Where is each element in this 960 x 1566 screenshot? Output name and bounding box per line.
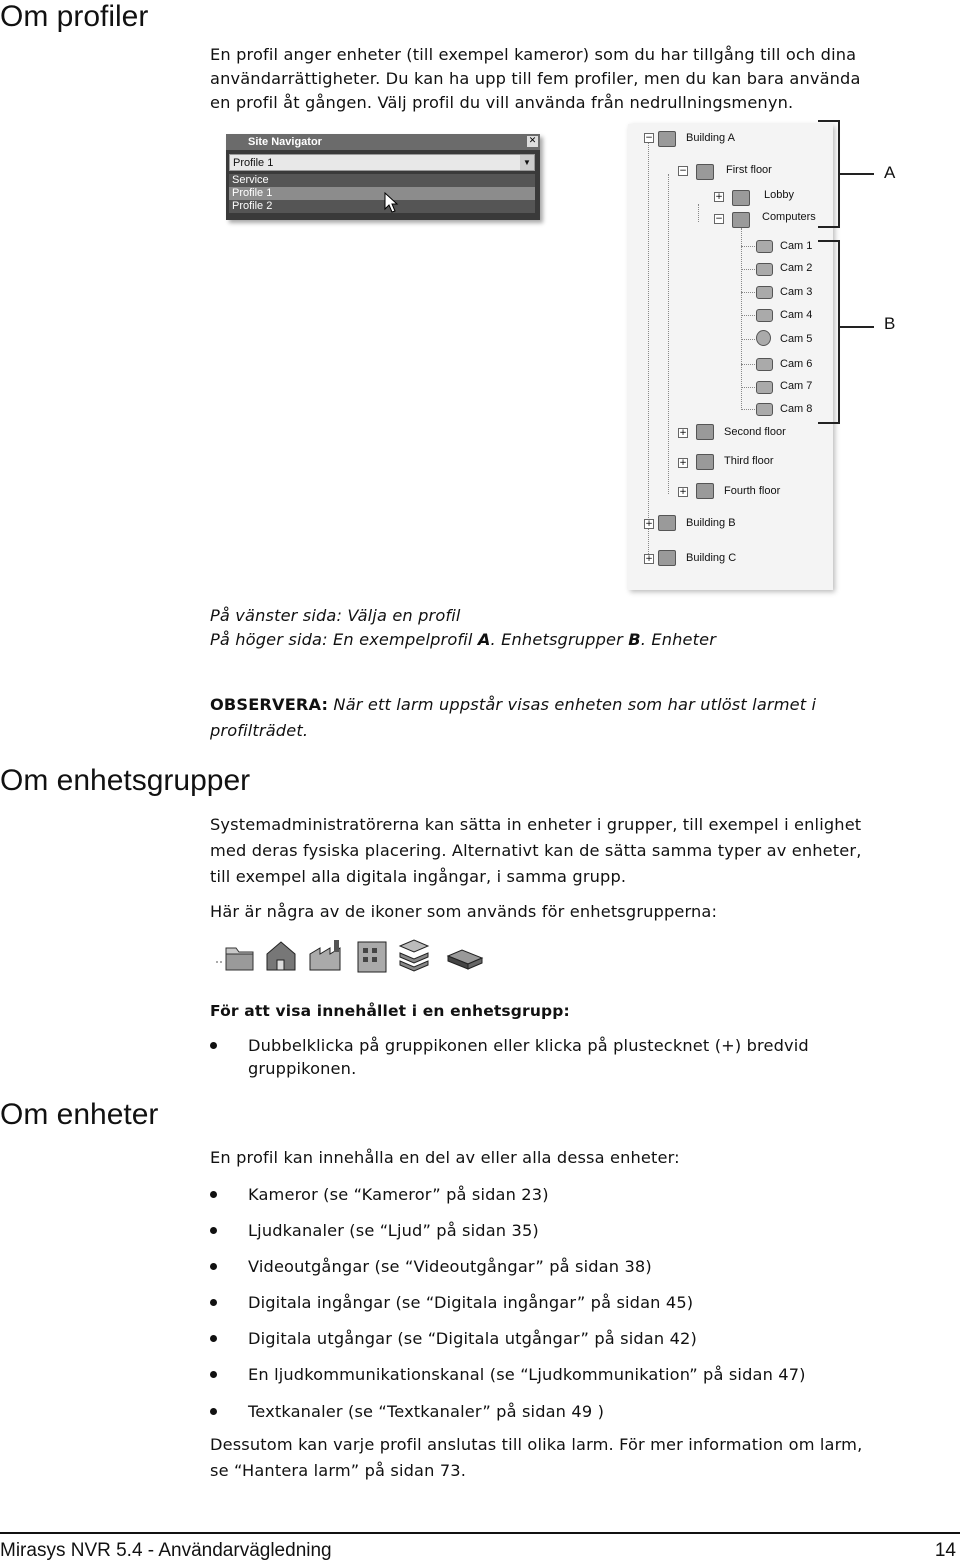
group-icons-row bbox=[212, 934, 492, 974]
device-list-item[interactable]: Kameror (se “Kameror” på sidan 23) bbox=[248, 1185, 549, 1204]
expand-icon[interactable]: + bbox=[679, 428, 687, 438]
device-icon bbox=[448, 950, 482, 969]
camera-icon bbox=[756, 309, 773, 322]
house-icon bbox=[267, 942, 295, 970]
expand-icon[interactable]: + bbox=[715, 192, 723, 202]
section-heading-profiles: Om profiler bbox=[0, 0, 149, 33]
intro-line-3: en profil åt gången. Välj profil du vill använda från nedrullningsmenyn. bbox=[210, 93, 794, 112]
bracket-a bbox=[818, 120, 840, 228]
caption-line-2: På höger sida: En exempelprofil A. Enhetsgrupper B. Enheter bbox=[210, 630, 717, 649]
floor-icon bbox=[696, 454, 714, 470]
tree-building-c[interactable]: Building C bbox=[686, 552, 737, 564]
tree-third-floor[interactable]: Third floor bbox=[724, 455, 774, 467]
bracket-b-label: B bbox=[884, 314, 896, 333]
devices-outro-line-1: Dessutom kan varje profil anslutas till olika larm. För mer information om larm, bbox=[210, 1435, 863, 1454]
camera-icon bbox=[756, 263, 773, 276]
bullet-icon bbox=[210, 1191, 217, 1198]
tree-cam[interactable]: Cam 1 bbox=[780, 240, 813, 252]
bullet-icon bbox=[210, 1227, 217, 1234]
groups-p1-line-1: Systemadministratörerna kan sätta in enheter i grupper, till exempel i enlighet bbox=[210, 815, 862, 834]
bullet-icon bbox=[210, 1263, 217, 1270]
tree-computers[interactable]: Computers bbox=[762, 211, 816, 223]
profile-tree bbox=[628, 124, 833, 590]
folder-icon bbox=[216, 948, 253, 970]
floor-icon bbox=[696, 164, 714, 180]
site-navigator-title: Site Navigator bbox=[226, 134, 540, 150]
profile-option-service[interactable]: Service bbox=[229, 174, 535, 187]
tree-cam[interactable]: Cam 8 bbox=[780, 403, 813, 415]
intro-line-1: En profil anger enheter (till exempel kameror) som du har tillgång till och dina bbox=[210, 45, 857, 64]
profile-select[interactable] bbox=[229, 154, 535, 171]
collapse-icon[interactable]: − bbox=[645, 133, 653, 143]
profile-option-profile-2[interactable]: Profile 2 bbox=[229, 200, 535, 213]
dome-camera-icon bbox=[756, 330, 771, 346]
factory-icon bbox=[310, 940, 340, 970]
footer-title: Mirasys NVR 5.4 - Användarvägledning bbox=[0, 1540, 332, 1561]
building-icon bbox=[658, 550, 676, 566]
tree-building-a[interactable]: Building A bbox=[686, 132, 735, 144]
section-heading-groups: Om enhetsgrupper bbox=[0, 764, 251, 797]
footer-rule bbox=[0, 1532, 960, 1534]
caption-line-1: På vänster sida: Välja en profil bbox=[210, 606, 461, 625]
bullet-icon bbox=[210, 1335, 217, 1342]
device-list-item[interactable]: Videoutgångar (se “Videoutgångar” på sidan 38) bbox=[248, 1257, 652, 1276]
camera-icon bbox=[756, 240, 773, 253]
camera-icon bbox=[756, 286, 773, 299]
tree-cam[interactable]: Cam 5 bbox=[780, 333, 813, 345]
mouse-cursor-icon bbox=[384, 192, 400, 214]
bullet-icon bbox=[210, 1408, 217, 1415]
device-list-item[interactable]: Ljudkanaler (se “Ljud” på sidan 35) bbox=[248, 1221, 539, 1240]
expand-icon[interactable]: + bbox=[679, 458, 687, 468]
profile-select-value: Profile 1 bbox=[233, 157, 274, 169]
chevron-down-icon[interactable]: ▼ bbox=[520, 155, 534, 170]
device-list-item[interactable]: Digitala ingångar (se “Digitala ingångar” på sidan 45) bbox=[248, 1293, 694, 1312]
tree-cam[interactable]: Cam 3 bbox=[780, 286, 813, 298]
tree-first-floor[interactable]: First floor bbox=[726, 164, 772, 176]
collapse-icon[interactable]: − bbox=[679, 166, 687, 176]
groups-p1-line-3: till exempel alla digitala ingångar, i samma grupp. bbox=[210, 867, 627, 886]
bullet-icon bbox=[210, 1042, 217, 1049]
floors-icon bbox=[400, 940, 428, 971]
building-icon bbox=[658, 515, 676, 531]
device-list-item[interactable]: En ljudkommunikationskanal (se “Ljudkommunikation” på sidan 47) bbox=[248, 1365, 806, 1384]
camera-icon bbox=[756, 358, 773, 371]
tree-building-b[interactable]: Building B bbox=[686, 517, 736, 529]
howto-step-line-1: Dubbelklicka på gruppikonen eller klicka på plustecknet (+) bredvid bbox=[248, 1036, 809, 1055]
site-navigator-panel bbox=[226, 134, 540, 220]
howto-step-line-2: gruppikonen. bbox=[248, 1059, 357, 1078]
tree-second-floor[interactable]: Second floor bbox=[724, 426, 786, 438]
note-line-1: OBSERVERA: När ett larm uppstår visas enheten som har utlöst larmet i bbox=[210, 695, 817, 714]
devices-outro-line-2: se “Hantera larm” på sidan 73. bbox=[210, 1461, 467, 1480]
expand-icon[interactable]: + bbox=[645, 519, 653, 529]
device-list-item[interactable]: Textkanaler (se “Textkanaler” på sidan 49 ) bbox=[248, 1402, 605, 1421]
group-icon bbox=[732, 212, 750, 228]
page-number: 14 bbox=[934, 1540, 956, 1561]
intro-line-2: användarrättigheter. Du kan ha upp till fem profiler, men du kan bara använda bbox=[210, 69, 861, 88]
devices-intro: En profil kan innehålla en del av eller alla dessa enheter: bbox=[210, 1148, 680, 1167]
bracket-a-label: A bbox=[884, 163, 896, 182]
close-icon[interactable]: ✕ bbox=[528, 136, 537, 146]
bullet-icon bbox=[210, 1299, 217, 1306]
bracket-b bbox=[818, 240, 840, 424]
device-list-item[interactable]: Digitala utgångar (se “Digitala utgångar” på sidan 42) bbox=[248, 1329, 697, 1348]
tree-cam[interactable]: Cam 4 bbox=[780, 309, 813, 321]
tree-fourth-floor[interactable]: Fourth floor bbox=[724, 485, 781, 497]
bracket-a-line bbox=[840, 173, 874, 175]
groups-p1-line-2: med deras fysiska placering. Alternativt kan de sätta samma typer av enheter, bbox=[210, 841, 862, 860]
collapse-icon[interactable]: − bbox=[715, 214, 723, 224]
floor-icon bbox=[696, 483, 714, 499]
tree-cam[interactable]: Cam 6 bbox=[780, 358, 813, 370]
building-icon bbox=[358, 942, 386, 972]
bullet-icon bbox=[210, 1371, 217, 1378]
bracket-b-line bbox=[840, 326, 874, 328]
tree-lobby[interactable]: Lobby bbox=[764, 189, 794, 201]
building-icon bbox=[658, 131, 676, 147]
camera-icon bbox=[756, 403, 773, 416]
profile-option-profile-1[interactable]: Profile 1 bbox=[229, 187, 535, 200]
expand-icon[interactable]: + bbox=[645, 554, 653, 564]
note-line-2: profilträdet. bbox=[210, 721, 309, 740]
tree-cam[interactable]: Cam 7 bbox=[780, 380, 813, 392]
camera-icon bbox=[756, 381, 773, 394]
groups-p2: Här är några av de ikoner som används för enhetsgrupperna: bbox=[210, 902, 718, 921]
floor-icon bbox=[696, 424, 714, 440]
group-icon bbox=[732, 190, 750, 206]
section-heading-devices: Om enheter bbox=[0, 1098, 159, 1131]
tree-cam[interactable]: Cam 2 bbox=[780, 262, 813, 274]
note-label: OBSERVERA: bbox=[210, 695, 329, 714]
expand-icon[interactable]: + bbox=[679, 487, 687, 497]
howto-heading: För att visa innehållet i en enhetsgrupp: bbox=[210, 1002, 570, 1020]
